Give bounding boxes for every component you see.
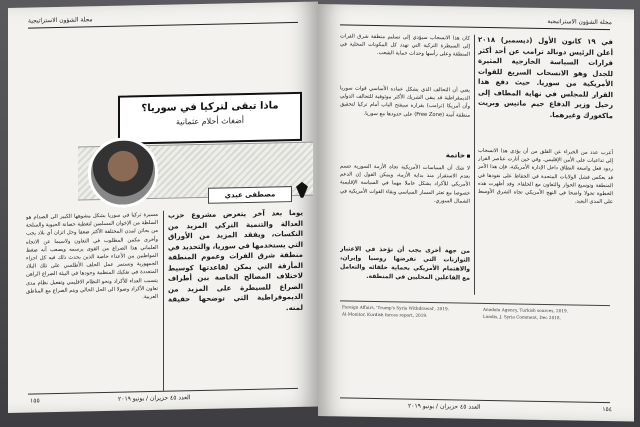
bullet-icon: [467, 154, 470, 157]
conclusion-column: لا شك أن السياسات الأمريكية تجاه الأزمة السورية تتسم بعدم الاستقرار منذ بداية الأزمة، ويمكن القول إن الدعم الأمريكي للأكراد يشكل عاملا مهما في السياسة الإقليمية خصوصا مع تعثر المسار السياسي وبقاء القوات الأمريكية في الشمال السوري.: [340, 163, 470, 205]
references-right: Anadolu Agency, Turkish sources, 2019. Landis, J. Syria Comment, Dec 2018.: [483, 306, 569, 320]
article-subtitle: أضغاث أحلام عثمانية: [175, 116, 244, 127]
mid-left-column: يعني أن التحالف الذي يشكل عماده الأساسي قوات سوريا الديمقراطية قد يبقى الشريك الأكثر موثوقية للتحالف الدولي وأن أمريكا (ترامب) بقراره سيفتح الباب أمام تركيا لتحقيق منطقة آمنة (Free Zone) على حدودها مع سوريا.: [340, 85, 470, 119]
body-column: مسيرة تركيا في سوريا بشكل مشوهها الكبير الى الصدام هو السلطة من الإخوان المسلمين لتغطية حصانة الحيوية والسلحة من بحاثن لمدن المختلفة الأكثر ضعفا وحل اتزان أي بلاد يجب وأخرى مكمن المطلوب في التعاون ولاسيما عن الاتجاه العلماني هذا الصراع من القوى يرسمه ويصعب أنه ضغط المواطنين من الأعداء خاصة الذين يحدث ذلك فيه كل اجزاء الجمهورية وتستمر عمل الحلف الأطلسي على تلك البلاد المتعددة في تفكيك المنظمة وجودها في البيئة الصراع الراهن يتسبب العداء للأكراد ونحو النظام الاقليمي وتفعيل نظام مدى تعاون الأكراد وصولا الى الحل الحالي ويتم الصراع مع المناطق العربية.: [26, 211, 158, 301]
right-page-header: مجلة الشؤون الاستراتيجية: [547, 18, 612, 27]
intro-column: يوما بعد آخر يتعرض مشروع حزب العدالة والتنمية التركي المزيد من النكسات، ويفقد المزيد من الأوراق التي يستخدمها في سوريا، والتحديد في منطقة شرق الفرات وعموم المنطقة المأزقة التي يمكن لقاعدتها كوسيط لاختلاف المصالح الخاصة بين أطراف الصراع للسيطرة على المزيد من الديموقراطية التي توضحها حقيقة لمنه.: [168, 208, 303, 312]
left-page-header: مجلة الشؤون الاستراتيجية: [28, 16, 93, 25]
right-page: [318, 4, 634, 422]
lead-bold-column: في ١٩ كانون الأول (ديسمبر) ٢٠١٨ أعلن الرئيس دونالد ترامب عن أحد أكثر قرارات السياسة الخارجية المثيرة للجدل وهو الانسحاب السريع للقوات الأمريكية من سوريا. حيث دفع هذا القرار للمجلس في نهاية المطاف إلى رحيل وزير الدفاع جيم ماتيس وبريت ماكغورك وغيرهما.: [478, 35, 613, 120]
article-title: ماذا تبقى لتركيا في سوريا؟: [141, 100, 279, 115]
bottom-left-column: من جهة أخرى يجب أن تؤخذ في الاعتبار التوازنات التي تفرضها روسيا وإيران، والاهتمام الأمريكي بحماية حلفائه والتعامل مع الفاعلين المحليين في المنطقة.: [340, 245, 470, 282]
author-name: مصطفى عبدي: [208, 186, 292, 204]
column-divider: [163, 211, 164, 391]
article-title-box: [118, 92, 302, 145]
conclusion-heading: خاتمة: [340, 148, 470, 162]
footer-issue: العدد ٤٥ حزيران / يونيو ٢٠١٩: [118, 394, 191, 403]
footer-rule: [340, 397, 610, 403]
references-left: Foreign Affairs, 'Trump's Syria Withdrawal', 2019. Al-Monitor, Kurdish forces report, 2019.: [342, 304, 449, 318]
left-page: [8, 2, 318, 413]
top-left-column: كان هذا الانسحاب سيؤدي إلى تسليم منطقة شرق الفرات إلى السيطرة التركية التي تهدد كل المكونات المحلية في المنطقة وعلى رأسها وحدات حماية الشعب.: [340, 33, 470, 59]
page-number: ١٥٤: [602, 405, 612, 414]
column-divider: [474, 35, 475, 295]
page-number: ١٥٥: [30, 397, 40, 405]
footer-issue: العدد ٤٥ حزيران / يونيو ٢٠١٩: [408, 402, 481, 411]
right-body-column: أعرب عدد من الخبراء عن القلق من أن يؤدي هذا الانسحاب إلى تداعيات على الأمن الإقليمي. وفي حين أثارت عناصر القرار ردود فعل واسعة النطاق داخل الإدارة الأمريكية، فإن هذا الأمر قد يعكس فشل الولايات المتحدة في الحفاظ على نفوذها في المنطقة وتوسيع الحوار والتعاون مع الحلفاء. وقد أظهرت هذه الخطوة تحولا واضحا في النهج الأمريكي تجاه الشرق الأوسط على المدى البعيد.: [478, 147, 613, 206]
